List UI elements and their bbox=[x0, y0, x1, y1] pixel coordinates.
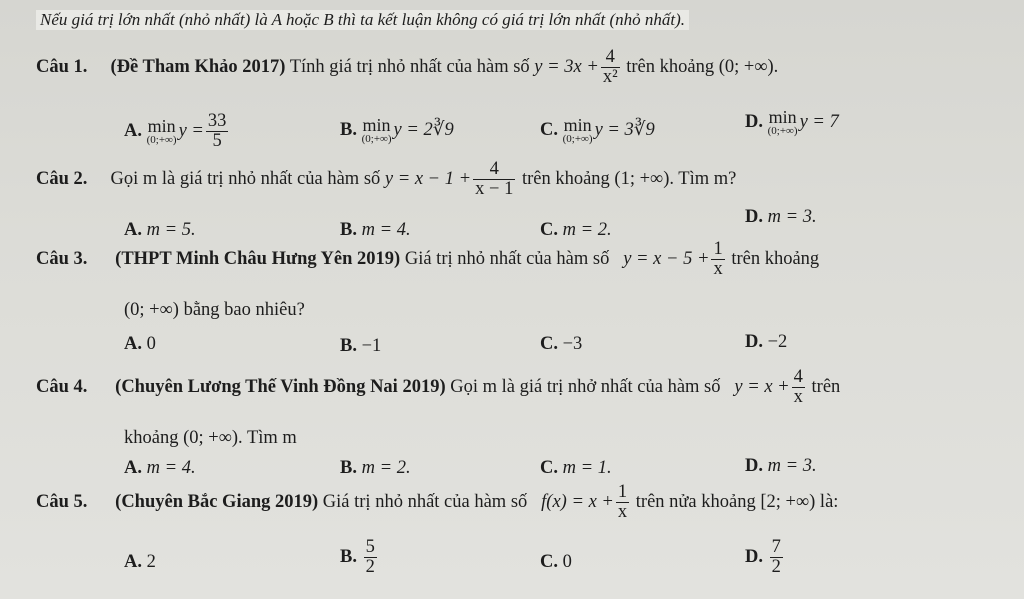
q3-source: (THPT Minh Châu Hưng Yên 2019) bbox=[115, 249, 401, 270]
question-5 bbox=[36, 483, 838, 523]
q4-line2: khoảng (0; +∞). Tìm m bbox=[124, 428, 297, 448]
q4-option-b: B. m = 2. bbox=[340, 458, 411, 478]
q4-option-c: C. m = 1. bbox=[540, 458, 612, 478]
q2-function: y = x − 1 + $\frac{4}{x - 1}$ bbox=[384, 159, 514, 200]
q3-line2: (0; +∞) bằng bao nhiêu? bbox=[124, 300, 305, 320]
q1-option-c: C. min (0;+∞) y = 3∛9 bbox=[540, 115, 655, 145]
q1-option-d: D. min (0;+∞) y = 7 bbox=[745, 107, 839, 137]
q5-option-a: A. 2 bbox=[124, 552, 156, 572]
q5-label: Câu 5. bbox=[36, 492, 88, 513]
q3-option-b: B. −1 bbox=[340, 336, 382, 356]
q1-tail: trên khoảng (0; +∞). bbox=[626, 57, 779, 78]
q2-option-b: B. m = 4. bbox=[340, 220, 411, 240]
q4-source: (Chuyên Lương Thế Vinh Đồng Nai 2019) bbox=[115, 377, 446, 398]
q2-text: Gọi m là giá trị nhỏ nhất của hàm số bbox=[110, 169, 381, 190]
q1-option-a: A. min (0;+∞) y = $\frac{33}{5}$ bbox=[124, 111, 227, 152]
q1-text: Tính giá trị nhỏ nhất của hàm số bbox=[289, 57, 530, 78]
note-text: Nếu giá trị lớn nhất (nhỏ nhất) là A hoặc B thì ta kết luận không có giá trị lớn nhất (nhỏ nhất). bbox=[36, 10, 689, 30]
q2-option-d: D. m = 3. bbox=[745, 207, 817, 227]
q5-function: f(x) = x + $\frac{1}{x}$ bbox=[541, 482, 628, 523]
q3-function: y = x − 5 + $\frac{1}{x}$ bbox=[623, 239, 723, 280]
q1-option-b: B. min (0;+∞) y = 2∛9 bbox=[340, 115, 454, 145]
q5-option-b: B. $\frac{5}{2}$ bbox=[340, 537, 375, 578]
question-4 bbox=[36, 368, 840, 408]
q3-tail: trên khoảng bbox=[731, 249, 820, 270]
q2-label: Câu 2. bbox=[36, 169, 88, 190]
q5-text: Giá trị nhỏ nhất của hàm số bbox=[322, 492, 528, 513]
question-1 bbox=[36, 48, 778, 88]
q4-tail: trên bbox=[811, 377, 841, 398]
q4-label: Câu 4. bbox=[36, 377, 88, 398]
q4-option-a: A. m = 4. bbox=[124, 458, 196, 478]
q5-option-d: D. $\frac{7}{2}$ bbox=[745, 537, 781, 578]
q3-option-d: D. −2 bbox=[745, 332, 788, 352]
q5-tail: trên nửa khoảng [2; +∞) là: bbox=[635, 492, 839, 513]
q2-tail: trên khoảng (1; +∞). Tìm m? bbox=[521, 169, 737, 190]
q2-option-c: C. m = 2. bbox=[540, 220, 612, 240]
q3-option-c: C. −3 bbox=[540, 334, 583, 354]
question-3 bbox=[36, 240, 819, 280]
q3-text: Giá trị nhỏ nhất của hàm số bbox=[404, 249, 610, 270]
q1-label: Câu 1. bbox=[36, 57, 88, 78]
q4-function: y = x + $\frac{4}{x}$ bbox=[734, 367, 803, 408]
q3-label: Câu 3. bbox=[36, 249, 88, 270]
q5-source: (Chuyên Bắc Giang 2019) bbox=[115, 492, 319, 513]
q1-source: (Đề Tham Khảo 2017) bbox=[110, 57, 286, 78]
q4-option-d: D. m = 3. bbox=[745, 456, 817, 476]
question-2 bbox=[36, 160, 736, 200]
q2-option-a: A. m = 5. bbox=[124, 220, 196, 240]
q4-text: Gọi m là giá trị nhở nhất của hàm số bbox=[450, 377, 721, 398]
q1-function: y = 3x + $\frac{4}{\text{x²}}$ bbox=[534, 47, 618, 88]
q5-option-c: C. 0 bbox=[540, 552, 572, 572]
q3-option-a: A. 0 bbox=[124, 334, 156, 354]
